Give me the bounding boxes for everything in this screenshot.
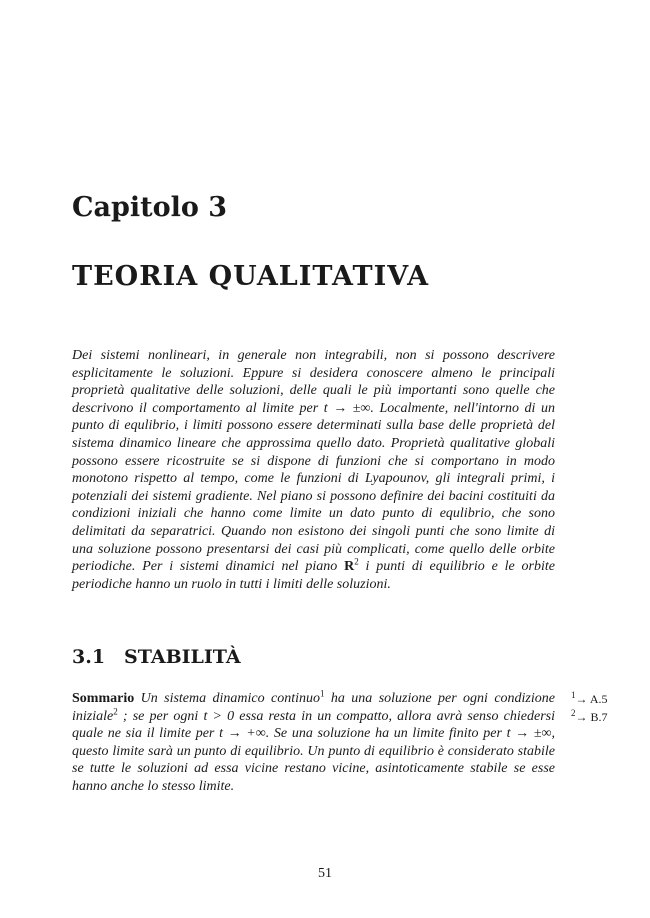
margin-note-reference: → A.5: [575, 692, 608, 706]
plane-symbol: R: [344, 559, 355, 575]
abstract-limit-expression: t → ±∞: [323, 400, 371, 416]
abstract-text-1: Dei sistemi nonlineari, in generale non integrabili, non si possono descrivere esplicitamente le soluzioni. Eppure si desidera conoscere almeno le principali proprietà qualitative delle soluzioni, delle quali le più importanti sono quelle che descrivono il comportamento al limite per: [72, 348, 555, 416]
limit-pm-expression: t → ±∞: [506, 726, 552, 742]
summary-text-6: , questo limite sarà un punto di equilibrio. Un punto di equilibrio è considerato stabile se tutte le soluzioni ad essa vicine restano vicine, asintoticamente stabile se esse hanno anche lo stesso limite.: [72, 726, 555, 794]
chapter-label: Capitolo 3: [72, 192, 228, 223]
chapter-title: TEORIA QUALITATIVA: [72, 261, 430, 292]
abstract-text-3: i punti di equilibrio e le orbite periodiche hanno un ruolo in tutti i limiti delle soluzioni.: [72, 559, 555, 592]
section-heading: [72, 646, 241, 668]
section-number: 3.1: [72, 646, 106, 668]
footnote-ref-2[interactable]: 2: [113, 705, 118, 716]
summary-text-2: ha una soluzione per ogni condizione iniziale: [72, 691, 555, 724]
condition-expression: t > 0: [203, 708, 235, 724]
chapter-abstract: [72, 347, 555, 593]
abstract-text-2: . Localmente, nell'intorno di un punto di equlibrio, i limiti possono essere determinati sulla base delle proprietà del sistema dinamico lineare che approssima quello dato. Proprietà qualitative globali possono essere ricostruite se si dispone di funzioni che si comportano in modo monotono rispetto al tempo, come le funzioni di Lyapounov, gli integrali primi, i potenziali dei sistemi gradiente. Nel piano si possono definire dei bacini costituiti da condizioni iniziali che hanno come limite un dato punto di equlibrio, che sono delimitati da separatrici. Quando non esistono dei singoli punti che sono limite di una soluzione possono presentarsi dei casi più complicati, come quello delle orbite periodiche. Per i sistemi dinamici nel piano: [72, 400, 555, 575]
plane-exponent: 2: [354, 556, 359, 567]
margin-note-1[interactable]: [571, 692, 608, 707]
section-summary: [72, 690, 555, 796]
summary-lead: Sommario: [72, 691, 135, 706]
footnote-ref-1[interactable]: 1: [320, 688, 325, 699]
margin-note-marker: 2: [571, 708, 576, 718]
margin-note-2[interactable]: [571, 710, 608, 725]
summary-text-1: Un sistema dinamico continuo: [134, 691, 321, 706]
page-number: 51: [318, 866, 332, 881]
margin-note-reference: → B.7: [575, 710, 608, 724]
section-title: STABILITÀ: [124, 646, 241, 668]
margin-note-marker: 1: [571, 690, 576, 700]
summary-text-5: . Se una soluzione ha un limite finito per: [265, 726, 507, 742]
summary-text-4: essa resta in un compatto, allora avrà senso chiedersi quale ne sia il limite per: [72, 708, 555, 742]
limit-plus-expression: t → +∞: [219, 726, 266, 742]
summary-text-3: ; se per ogni: [117, 708, 204, 724]
